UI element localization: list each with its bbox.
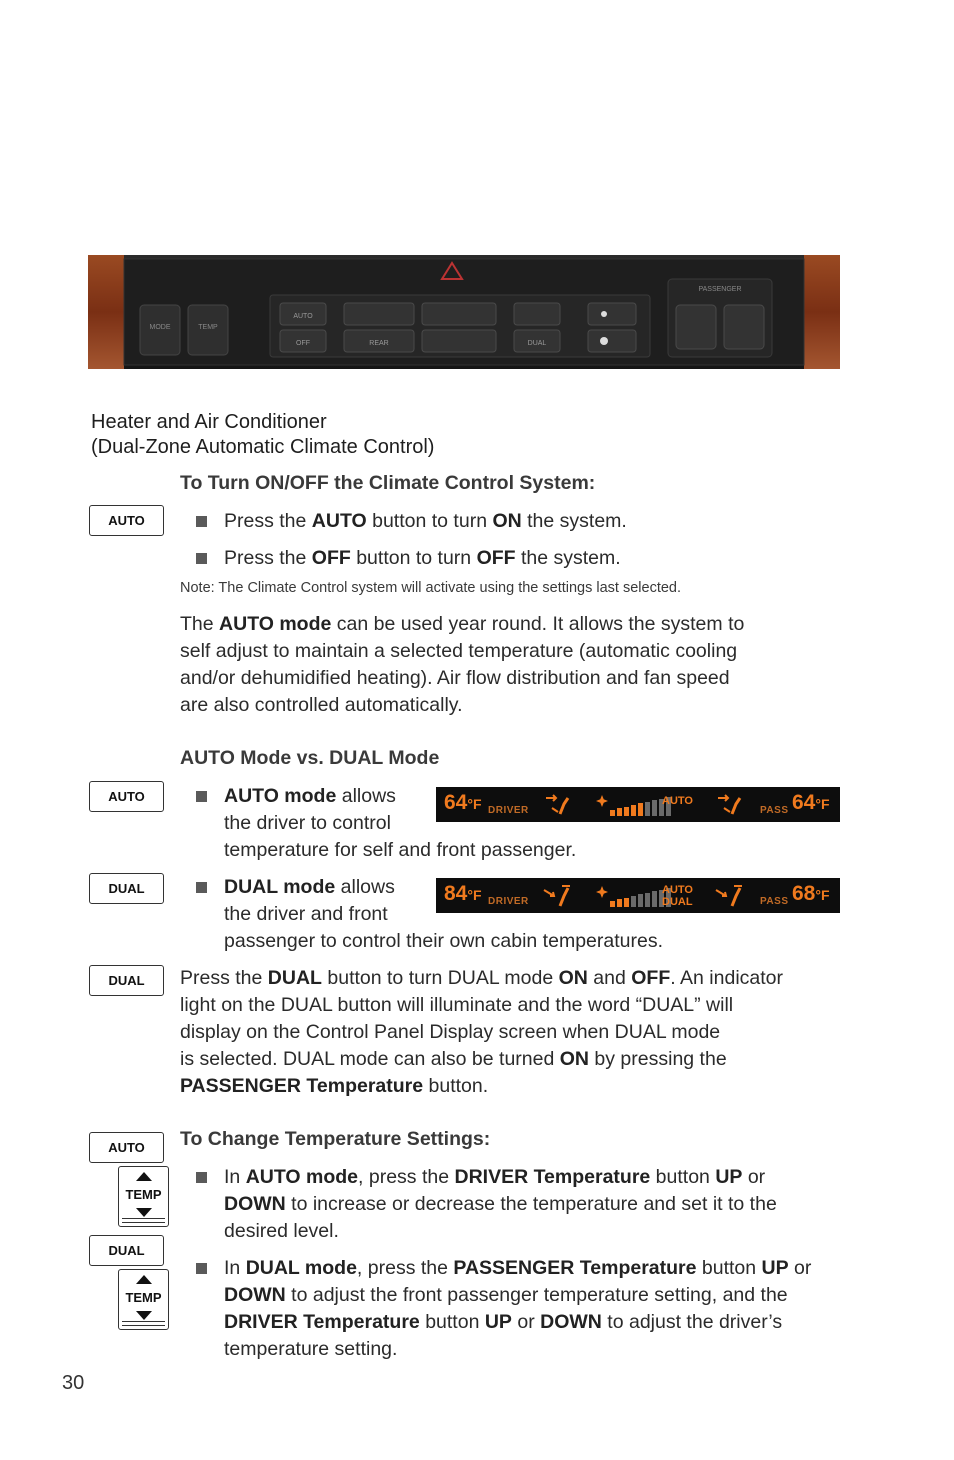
bullet-icon [196,516,207,527]
bullet-icon [196,1263,207,1274]
fan-speed-bar [610,901,615,907]
fan-speed-bar [645,893,650,907]
figure-caption [91,410,434,460]
bullet-dual-mode: DUAL mode allows the driver and front passenger to control their own cabin temperatures. [224,876,663,952]
airflow-icon [544,794,572,816]
temp-down-arrow-icon [136,1208,152,1217]
fan-speed-bar [645,802,650,816]
dual-button-icon: DUAL [89,873,164,904]
pass-label: PASS [760,805,789,816]
fan-speed-bar [652,891,657,907]
bullet-icon [196,1172,207,1183]
fan-speed-bar [652,800,657,816]
panel-label-dual: DUAL [527,340,547,347]
bullet-icon [196,791,207,802]
fan-speed-bar [624,807,629,816]
temp-button-icon [118,1269,169,1330]
temp-label: TEMP [125,1187,162,1202]
fan-speed-bar [624,898,629,907]
temp-up-arrow-icon [136,1275,152,1284]
note-text: Note: The Climate Control system will activate using the settings last selected. [180,580,682,596]
caption-line-2: (Dual-Zone Automatic Climate Control) [91,436,435,458]
bullet-press-off: Press the OFF button to turn OFF the system. [224,547,621,569]
climate-panel-illustration [88,255,840,369]
pass-temp: 64°F [792,791,830,814]
auto-button-icon: AUTO [89,1132,164,1163]
climate-panel-photo [88,255,840,369]
bullet-icon [196,553,207,564]
temp-down-arrow-icon [136,1311,152,1320]
fan-speed-bar [638,803,643,815]
temp-base [122,1321,165,1326]
heading-auto-vs-dual: AUTO Mode vs. DUAL Mode [180,747,440,769]
bullet-auto-mode: AUTO mode allows the driver to control temperature for self and front passenger. [224,785,577,861]
fan-icon [596,795,608,807]
temp-button-icon [118,1166,169,1227]
bullet-auto-temp: In AUTO mode, press the DRIVER Temperature button UP or DOWN to increase or decrease the temperature and set it to the desired level. [224,1166,777,1242]
bullet-icon [196,882,207,893]
temp-label: TEMP [125,1290,162,1305]
display-dual-mode [436,878,840,913]
panel-label-passenger: PASSENGER [698,286,742,293]
pass-temp: 68°F [792,882,830,905]
fan-speed-bar [617,808,622,816]
airflow-icon [714,884,744,908]
page-number: 30 [62,1372,85,1394]
airflow-icon [542,884,572,908]
dual-button-icon: DUAL [89,1235,164,1266]
fan-speed-bar [638,894,643,906]
auto-button-icon: AUTO [89,505,164,536]
panel-label-rear: REAR [369,340,389,347]
auto-mode-paragraph: The AUTO mode can be used year round. It allows the system to self adjust to maintain a selected temperature (automatic cooling and/or dehumidified heating). Air flow distribution and fan speed are also controlled automatically. [180,613,745,716]
driver-label: DRIVER [488,896,529,907]
temp-up-arrow-icon [136,1172,152,1181]
driver-label: DRIVER [488,805,529,816]
heading-change-temp: To Change Temperature Settings: [180,1128,491,1150]
panel-label-auto: AUTO [293,313,313,320]
fan-speed-bar [631,805,636,816]
display-auto-mode [436,787,840,822]
fan-icon [596,886,608,898]
heading-turn-on-off: To Turn ON/OFF the Climate Control System: [180,472,596,494]
panel-label-off: OFF [296,340,310,347]
panel-label-temp: TEMP [198,324,218,331]
fan-speed-bar [631,896,636,907]
mode-label: AUTO DUAL [662,884,693,908]
bullet-press-auto: Press the AUTO button to turn ON the system. [224,510,627,532]
driver-temp: 64°F [444,791,482,814]
fan-speed-bar [617,899,622,907]
dual-button-icon: DUAL [89,965,164,996]
driver-temp: 84°F [444,882,482,905]
airflow-icon [716,794,744,816]
panel-label-mode: MODE [149,324,171,331]
mode-label: AUTO [662,795,693,807]
auto-button-icon: AUTO [89,781,164,812]
bullet-dual-temp: In DUAL mode, press the PASSENGER Temperature button UP or DOWN to adjust the front passenger temperature setting, and the DRIVER Temperature button UP or DOWN to adjust the driver’s temperature setting. [224,1257,812,1360]
pass-label: PASS [760,896,789,907]
fan-speed-bar [610,810,615,816]
caption-line-1: Heater and Air Conditioner [91,411,327,433]
temp-base [122,1218,165,1223]
dual-paragraph: Press the DUAL button to turn DUAL mode ON and OFF. An indicator light on the DUAL button will illuminate and the word “DUAL” will display on the Control Panel Display screen when DUAL mode is selected. DUAL mode can also be turned ON by pressing the PASSENGER Temperature button. [180,967,783,1097]
